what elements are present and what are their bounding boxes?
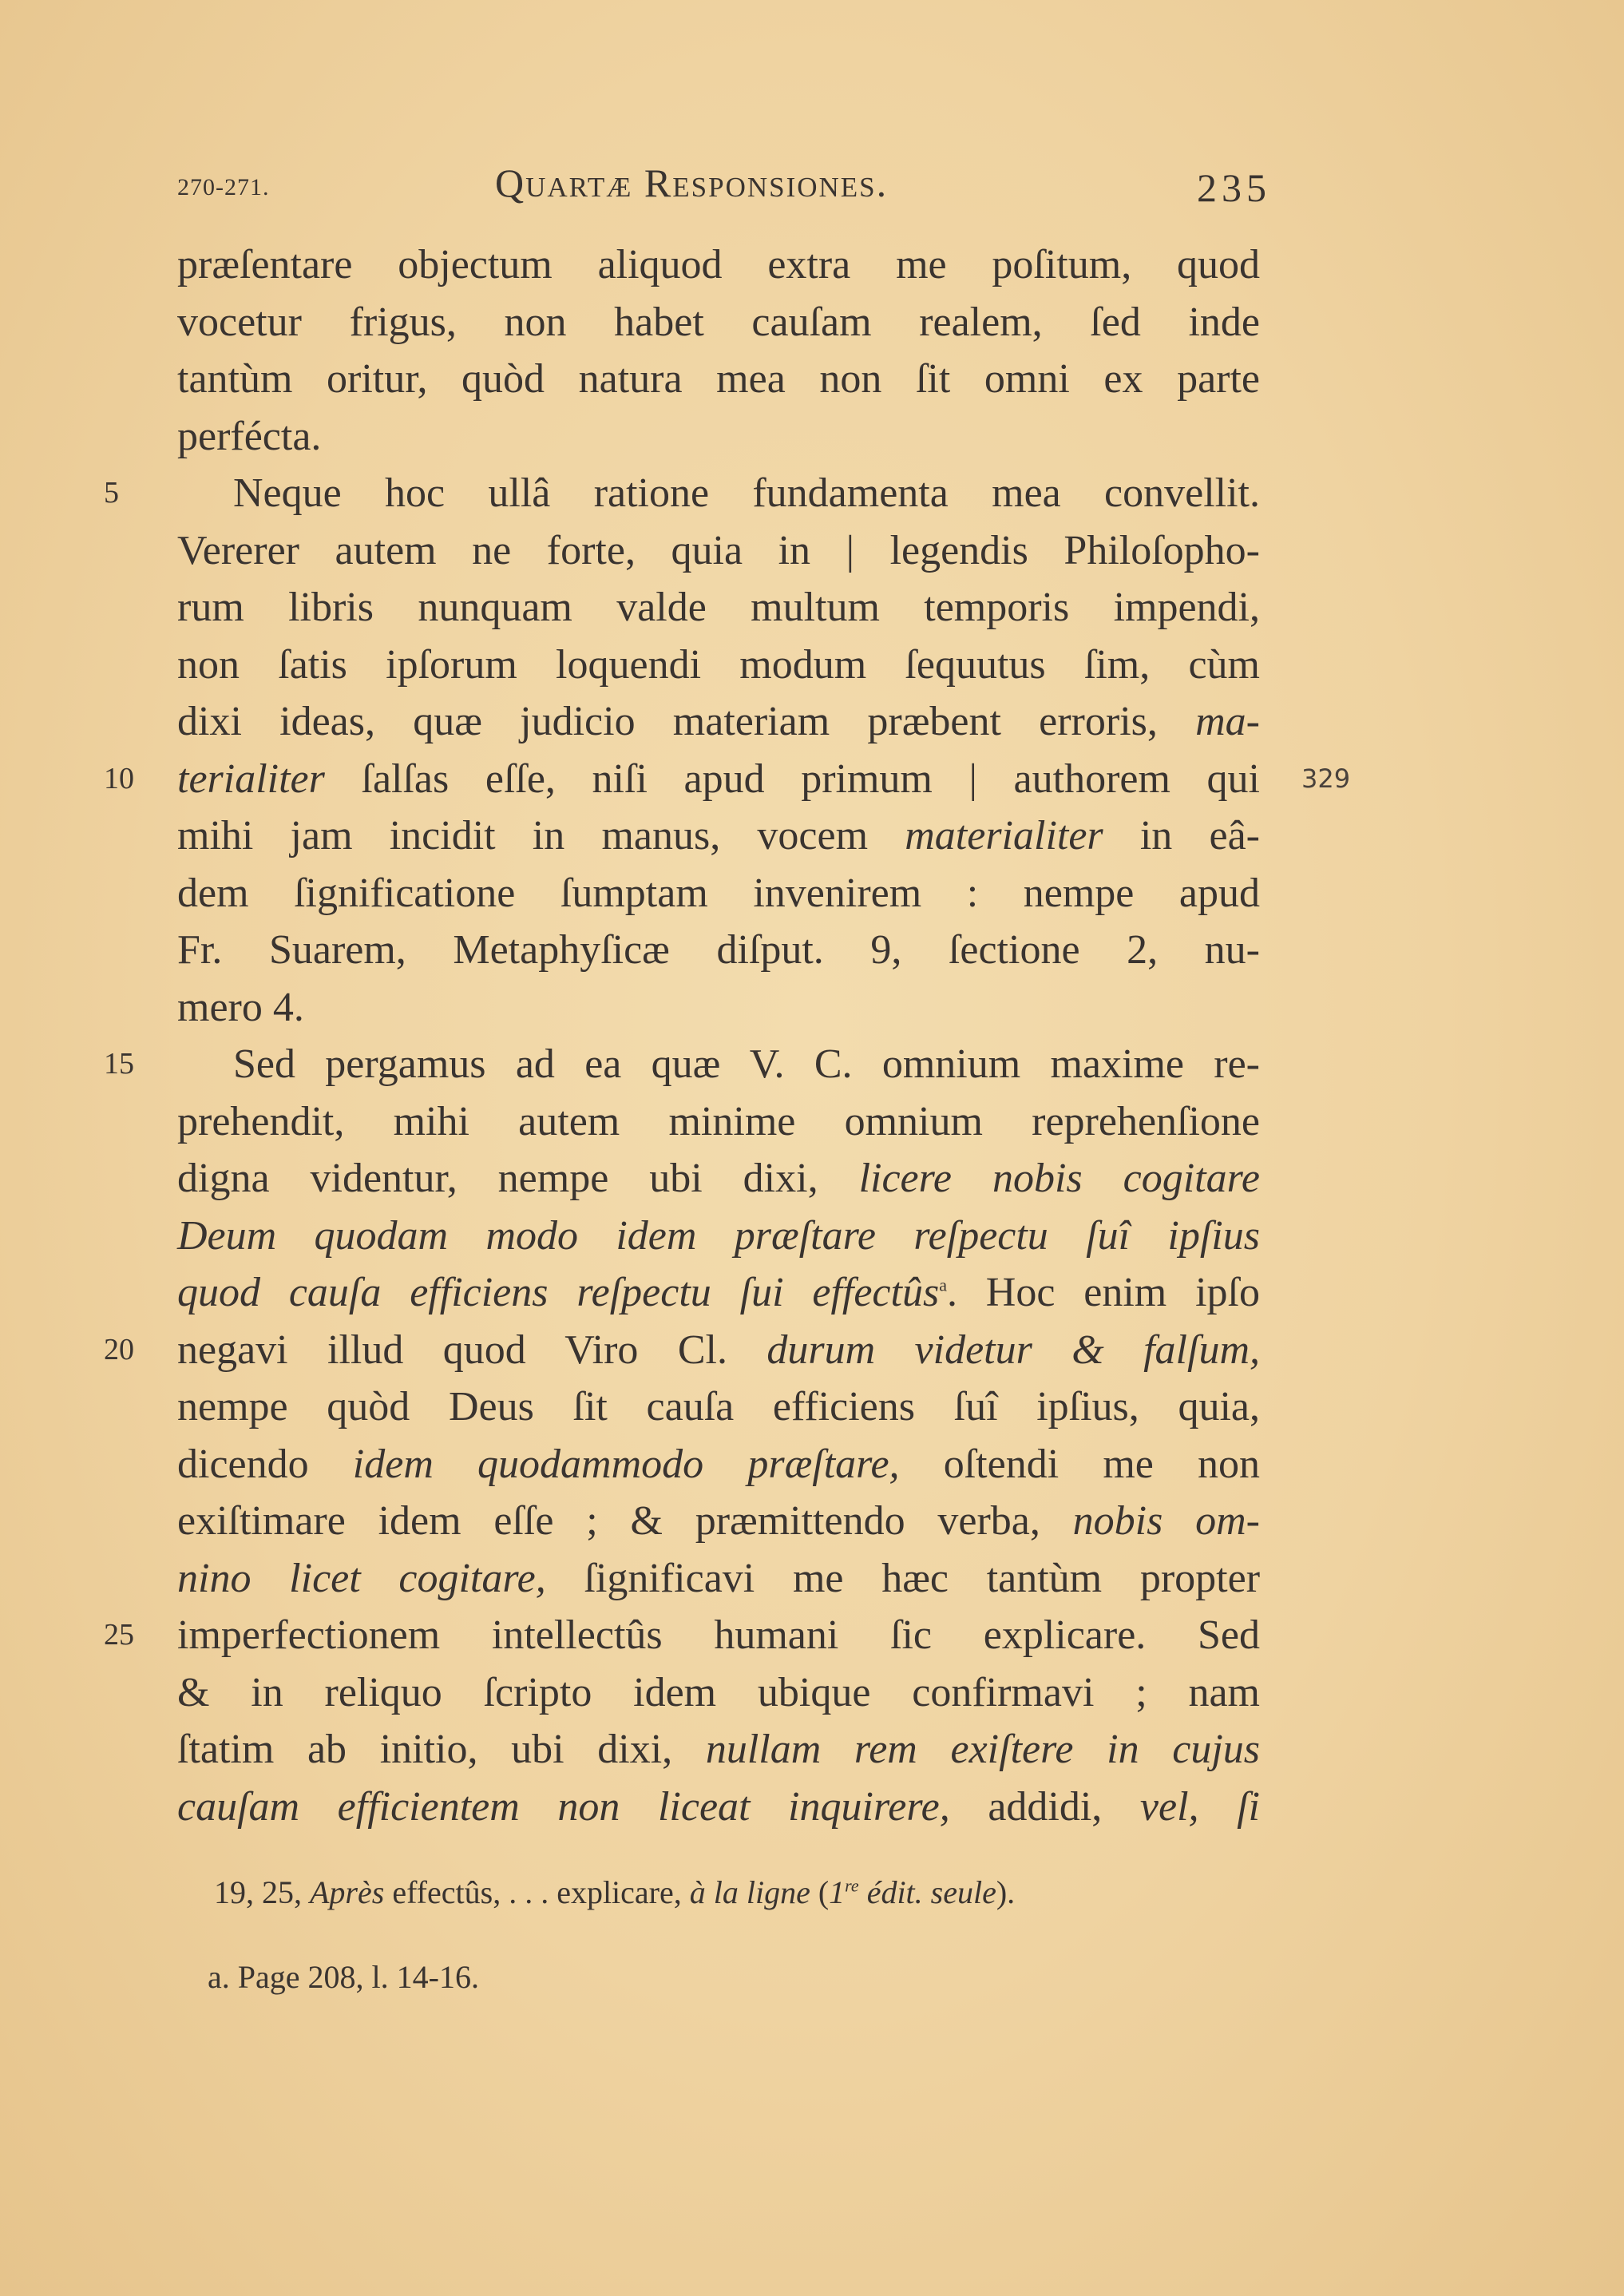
text-segment: & in reliquo ſcripto idem ubique confirmavi ; nam [177,1669,1260,1715]
text-line [177,979,1260,1037]
text-line [177,408,1260,466]
text-segment: non ſatis ipſorum loquendi modum ſequutus ſim, cùm [177,641,1260,688]
text-line [177,1264,1260,1322]
text-line [104,1322,1260,1379]
text-segment: nempe quòd Deus ſit cauſa efficiens ſuî ipſius, quia, [177,1384,1260,1430]
text-segment: addidi, [949,1783,1140,1830]
text-line [177,351,1260,408]
text-segment: materialiter [905,813,1103,859]
margin-page-ref: 329 [1301,763,1351,794]
text-segment: negavi illud quod Viro Cl. [177,1326,767,1373]
footnote-paren-close: ). [996,1874,1016,1910]
text-line [177,922,1260,979]
text-line [177,1664,1260,1722]
source-footnote: a. Page 208, l. 14-16. [208,1959,479,1995]
text-line [177,1150,1260,1207]
footnote-edit-rest: édit. seule [858,1874,996,1910]
text-segment: Fr. Suarem, Metaphyſicæ diſput. 9, ſectione 2, nu- [177,927,1260,973]
text-segment: dixi ideas, quæ judicio materiam præbent erroris, [177,699,1196,744]
text-line [177,1550,1260,1608]
text-line [177,1093,1260,1151]
text-segment: durum videtur & falſum, [766,1326,1260,1373]
footnote-apres: Après [310,1874,385,1910]
text-segment: exiſtimare idem eſſe ; & præmittendo verba, [177,1498,1073,1544]
text-segment: cauſam efficientem non liceat inquirere, [177,1783,950,1830]
footnote-marker: a [939,1275,947,1295]
text-line [104,751,1351,808]
line-number: 5 [104,476,119,510]
text-line [177,294,1260,351]
text-segment: perfécta. [177,413,322,459]
text-line [104,465,1260,522]
footnote-edit-num: 1 [829,1874,846,1910]
page-range: 270-271. [177,174,270,200]
text-line [177,522,1260,580]
footnote-a-la-ligne: à la ligne [689,1874,810,1910]
page-number: 235 [1197,165,1271,210]
text-line [177,1207,1260,1265]
text-line [177,1436,1260,1493]
text-line [177,1493,1260,1550]
text-segment: imperfectionem intellectûs humani ſic explicare. Sed [177,1612,1260,1658]
text-segment: ſalſas eſſe, niſi apud primum | authorem qui [324,755,1260,802]
line-number: 10 [104,761,134,795]
text-segment: prehendit, mihi autem minime omnium reprehenſione [177,1098,1260,1144]
text-segment: licere nobis cogitare [858,1156,1260,1201]
text-segment: Vererer autem ne forte, quia in | legendis Philoſopho- [177,527,1260,573]
text-segment: Neque hoc ullâ ratione fundamenta mea convellit. [233,470,1260,516]
text-segment: nobis om- [1072,1498,1260,1544]
text-segment: dicendo [177,1441,353,1487]
text-segment: mero 4. [177,984,304,1030]
text-segment: Sed pergamus ad ea quæ V. C. omnium maxime re- [233,1041,1260,1087]
footnote-edit-sup: re [845,1875,859,1896]
text-segment: oſtendi me non [899,1441,1261,1487]
text-segment: rum libris nunquam valde multum temporis impendi, [177,585,1260,630]
text-line [177,236,1260,294]
text-segment: quod cauſa efficiens reſpectu ſui effectûs [177,1270,940,1315]
text-segment: nullam rem exiſtere in cujus [705,1727,1260,1772]
text-segment: ſtatim ab initio, ubi dixi, [177,1727,706,1772]
text-segment: nino licet cogitare, [177,1555,546,1601]
text-line [104,1607,1260,1664]
text-segment: dem ſignificatione ſumptam invenirem : nempe apud [177,870,1260,916]
footnote-ref: 19, 25, [214,1874,302,1910]
text-segment: Deum quodam modo idem præſtare reſpectu ſuî ipſius [177,1212,1260,1259]
text-line [177,693,1260,751]
variant-footnote [214,1874,1015,1911]
text-segment: vocetur frigus, non habet cauſam realem, ſed inde [177,299,1260,345]
text-segment: vel, ſi [1139,1783,1260,1830]
running-header [177,160,1271,216]
text-line [177,1779,1260,1836]
text-line [177,1378,1260,1436]
body-text [104,236,1351,1835]
text-line [177,579,1260,636]
footnote-paren-open: ( [810,1874,830,1910]
text-segment: idem quodammodo præſtare, [352,1441,900,1487]
text-line [177,636,1260,694]
footnote-text: effectûs, . . . explicare, [384,1874,690,1910]
text-segment: terialiter [177,755,325,802]
text-segment: in eâ- [1103,813,1260,859]
text-segment: mihi jam incidit in manus, vocem [177,813,905,859]
line-number: 25 [104,1618,134,1652]
text-segment: digna videntur, nempe ubi dixi, [177,1156,859,1201]
text-line [177,1721,1260,1779]
running-title: Quartæ Responsiones. [495,161,889,205]
text-segment: tantùm oritur, quòd natura mea non ſit omni ex parte [177,356,1260,402]
text-segment: . Hoc enim ipſo [946,1270,1260,1315]
text-line [177,807,1260,865]
text-segment: ſignificavi me hæc tantùm propter [545,1555,1261,1601]
text-segment: præſentare objectum aliquod extra me poſitum, quod [177,242,1260,287]
text-line [177,865,1260,922]
line-number: 15 [104,1047,134,1081]
text-line [104,1036,1260,1093]
text-segment: ma- [1195,699,1260,744]
line-number: 20 [104,1332,134,1366]
